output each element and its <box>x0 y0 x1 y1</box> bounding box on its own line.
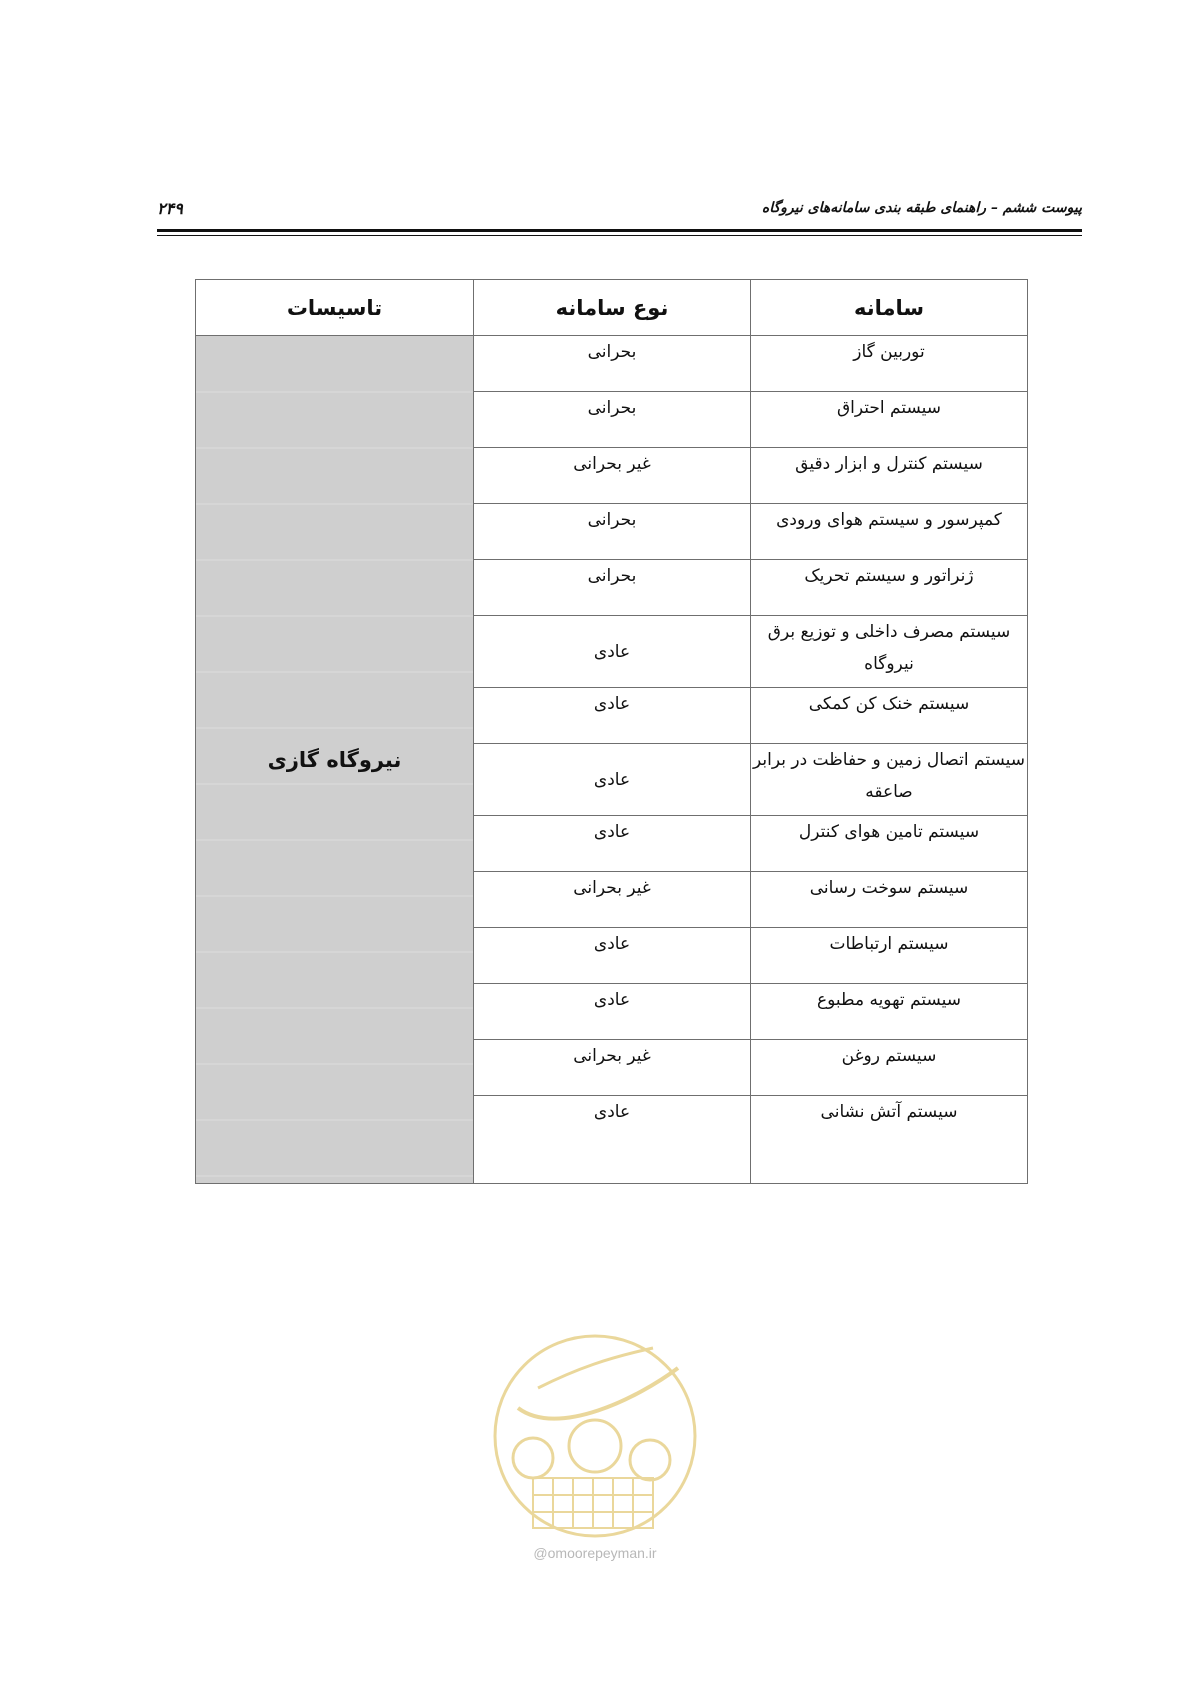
system-cell: توربین گاز <box>751 336 1028 392</box>
type-cell: غیر بحرانی <box>474 1040 751 1096</box>
system-cell: سیستم آتش نشانی <box>751 1096 1028 1184</box>
type-cell: عادی <box>474 616 751 688</box>
type-cell: عادی <box>474 1096 751 1184</box>
system-cell: سیستم سوخت رسانی <box>751 872 1028 928</box>
type-cell: عادی <box>474 744 751 816</box>
system-cell: سیستم تهویه مطبوع <box>751 984 1028 1040</box>
type-cell: عادی <box>474 984 751 1040</box>
system-cell: سیستم اتصال زمین و حفاظت در برابر صاعقه <box>751 744 1028 816</box>
type-cell: غیر بحرانی <box>474 872 751 928</box>
facility-cell: نیروگاه گازی <box>196 336 474 1184</box>
system-cell: سیستم تامین هوای کنترل <box>751 816 1028 872</box>
column-header-facility: تاسیسات <box>196 280 474 336</box>
system-cell: سیستم احتراق <box>751 392 1028 448</box>
system-cell: سیستم خنک کن کمکی <box>751 688 1028 744</box>
type-cell: غیر بحرانی <box>474 448 751 504</box>
type-cell: بحرانی <box>474 336 751 392</box>
type-cell: بحرانی <box>474 560 751 616</box>
type-cell: عادی <box>474 928 751 984</box>
system-cell: سیستم ارتباطات <box>751 928 1028 984</box>
system-cell: ژنراتور و سیستم تحریک <box>751 560 1028 616</box>
type-cell: بحرانی <box>474 504 751 560</box>
table-header-row <box>196 280 1028 336</box>
system-cell: سیستم کنترل و ابزار دقیق <box>751 448 1028 504</box>
column-header-system: سامانه <box>751 280 1028 336</box>
system-cell: سیستم روغن <box>751 1040 1028 1096</box>
header-rule-thin <box>157 235 1082 236</box>
system-cell: کمپرسور و سیستم هوای ورودی <box>751 504 1028 560</box>
system-cell: سیستم مصرف داخلی و توزیع برق نیروگاه <box>751 616 1028 688</box>
column-header-type: نوع سامانه <box>474 280 751 336</box>
header-rule-thick <box>157 229 1082 232</box>
page-number: ۲۴۹ <box>157 198 183 218</box>
type-cell: بحرانی <box>474 392 751 448</box>
watermark-site: @omoorepeyman.ir <box>533 1545 657 1561</box>
running-title: پیوست ششم – راهنمای طبقه بندی سامانه‌های نیروگاه <box>761 200 1082 216</box>
systems-table <box>195 279 1028 1184</box>
watermark-logo <box>488 1328 702 1578</box>
page-header <box>157 196 1082 220</box>
type-cell: عادی <box>474 816 751 872</box>
table-row <box>196 336 1028 392</box>
type-cell: عادی <box>474 688 751 744</box>
